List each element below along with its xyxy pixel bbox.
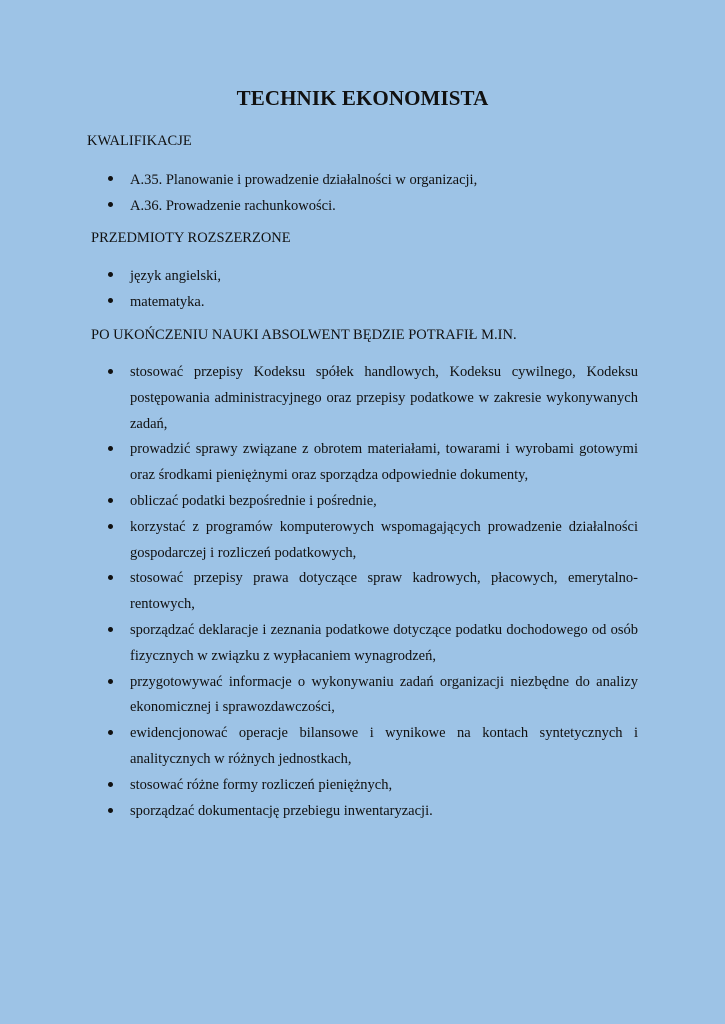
list-item [130, 566, 638, 618]
list-item-text: stosować przepisy Kodeksu spółek handlowych, Kodeksu cywilnego, Kodeksu postępowania administracyjnego oraz przepisy podatkowe w zakresie wykonywanych zadań, [130, 364, 638, 432]
list-item [130, 289, 650, 315]
list-item-text: sporządzać deklaracje i zeznania podatkowe dotyczące podatku dochodowego od osób fizycznych w związku z wypłacaniem wynagrodzeń, [130, 621, 638, 664]
bullet-icon [108, 298, 113, 303]
list-item [130, 618, 638, 670]
bullet-icon [108, 446, 113, 451]
list-item-text: sporządzać dokumentację przebiegu inwentaryzacji. [130, 802, 433, 819]
list-item [130, 773, 638, 799]
extended-subjects-list [130, 263, 650, 315]
list-item-text: korzystać z programów komputerowych wspomagających prowadzenie działalności gospodarczej i rozliczeń podatkowych, [130, 518, 638, 561]
bullet-icon [108, 202, 113, 207]
bullet-icon [108, 627, 113, 632]
bullet-icon [108, 782, 113, 787]
list-item [130, 670, 638, 722]
qualifications-list [130, 167, 650, 219]
document-title: TECHNIK EKONOMISTA [236, 86, 489, 110]
list-item-text: język angielski, [130, 268, 222, 284]
list-item-text: prowadzić sprawy związane z obrotem materiałami, towarami i wyrobami gotowymi oraz środkami pieniężnymi oraz sporządza odpowiednie dokumenty, [130, 441, 638, 484]
list-item-text: A.36. Prowadzenie rachunkowości. [130, 198, 336, 214]
bullet-icon [108, 369, 113, 374]
list-item [130, 721, 638, 773]
skills-list [130, 360, 638, 824]
list-item [130, 360, 638, 437]
qualifications-heading: KWALIFIKACJE [87, 133, 192, 149]
list-item [130, 515, 638, 567]
list-item [130, 167, 650, 193]
bullet-icon [108, 730, 113, 735]
bullet-icon [108, 498, 113, 503]
extended-subjects-heading: PRZEDMIOTY ROZSZERZONE [91, 230, 291, 246]
bullet-icon [108, 272, 113, 277]
skills-heading: PO UKOŃCZENIU NAUKI ABSOLWENT BĘDZIE POTRAFIŁ M.IN. [91, 327, 517, 343]
list-item-text: stosować przepisy prawa dotyczące spraw kadrowych, płacowych, emerytalno-rentowych, [130, 570, 638, 613]
list-item-text: obliczać podatki bezpośrednie i pośrednie, [130, 492, 377, 509]
bullet-icon [108, 524, 113, 529]
list-item-text: A.35. Planowanie i prowadzenie działalności w organizacji, [130, 172, 478, 188]
list-item-text: matematyka. [130, 294, 205, 310]
bullet-icon [108, 679, 113, 684]
list-item [130, 489, 638, 515]
bullet-icon [108, 808, 113, 813]
bullet-icon [108, 575, 113, 580]
list-item [130, 263, 650, 289]
list-item-text: przygotowywać informacje o wykonywaniu zadań organizacji niezbędne do analizy ekonomicznej i sprawozdawczości, [130, 673, 638, 716]
list-item [130, 437, 638, 489]
list-item [130, 193, 650, 219]
list-item [130, 799, 638, 825]
bullet-icon [108, 176, 113, 181]
list-item-text: ewidencjonować operacje bilansowe i wynikowe na kontach syntetycznych i analitycznych w różnych jednostkach, [130, 725, 638, 767]
list-item-text: stosować różne formy rozliczeń pieniężnych, [130, 776, 393, 793]
